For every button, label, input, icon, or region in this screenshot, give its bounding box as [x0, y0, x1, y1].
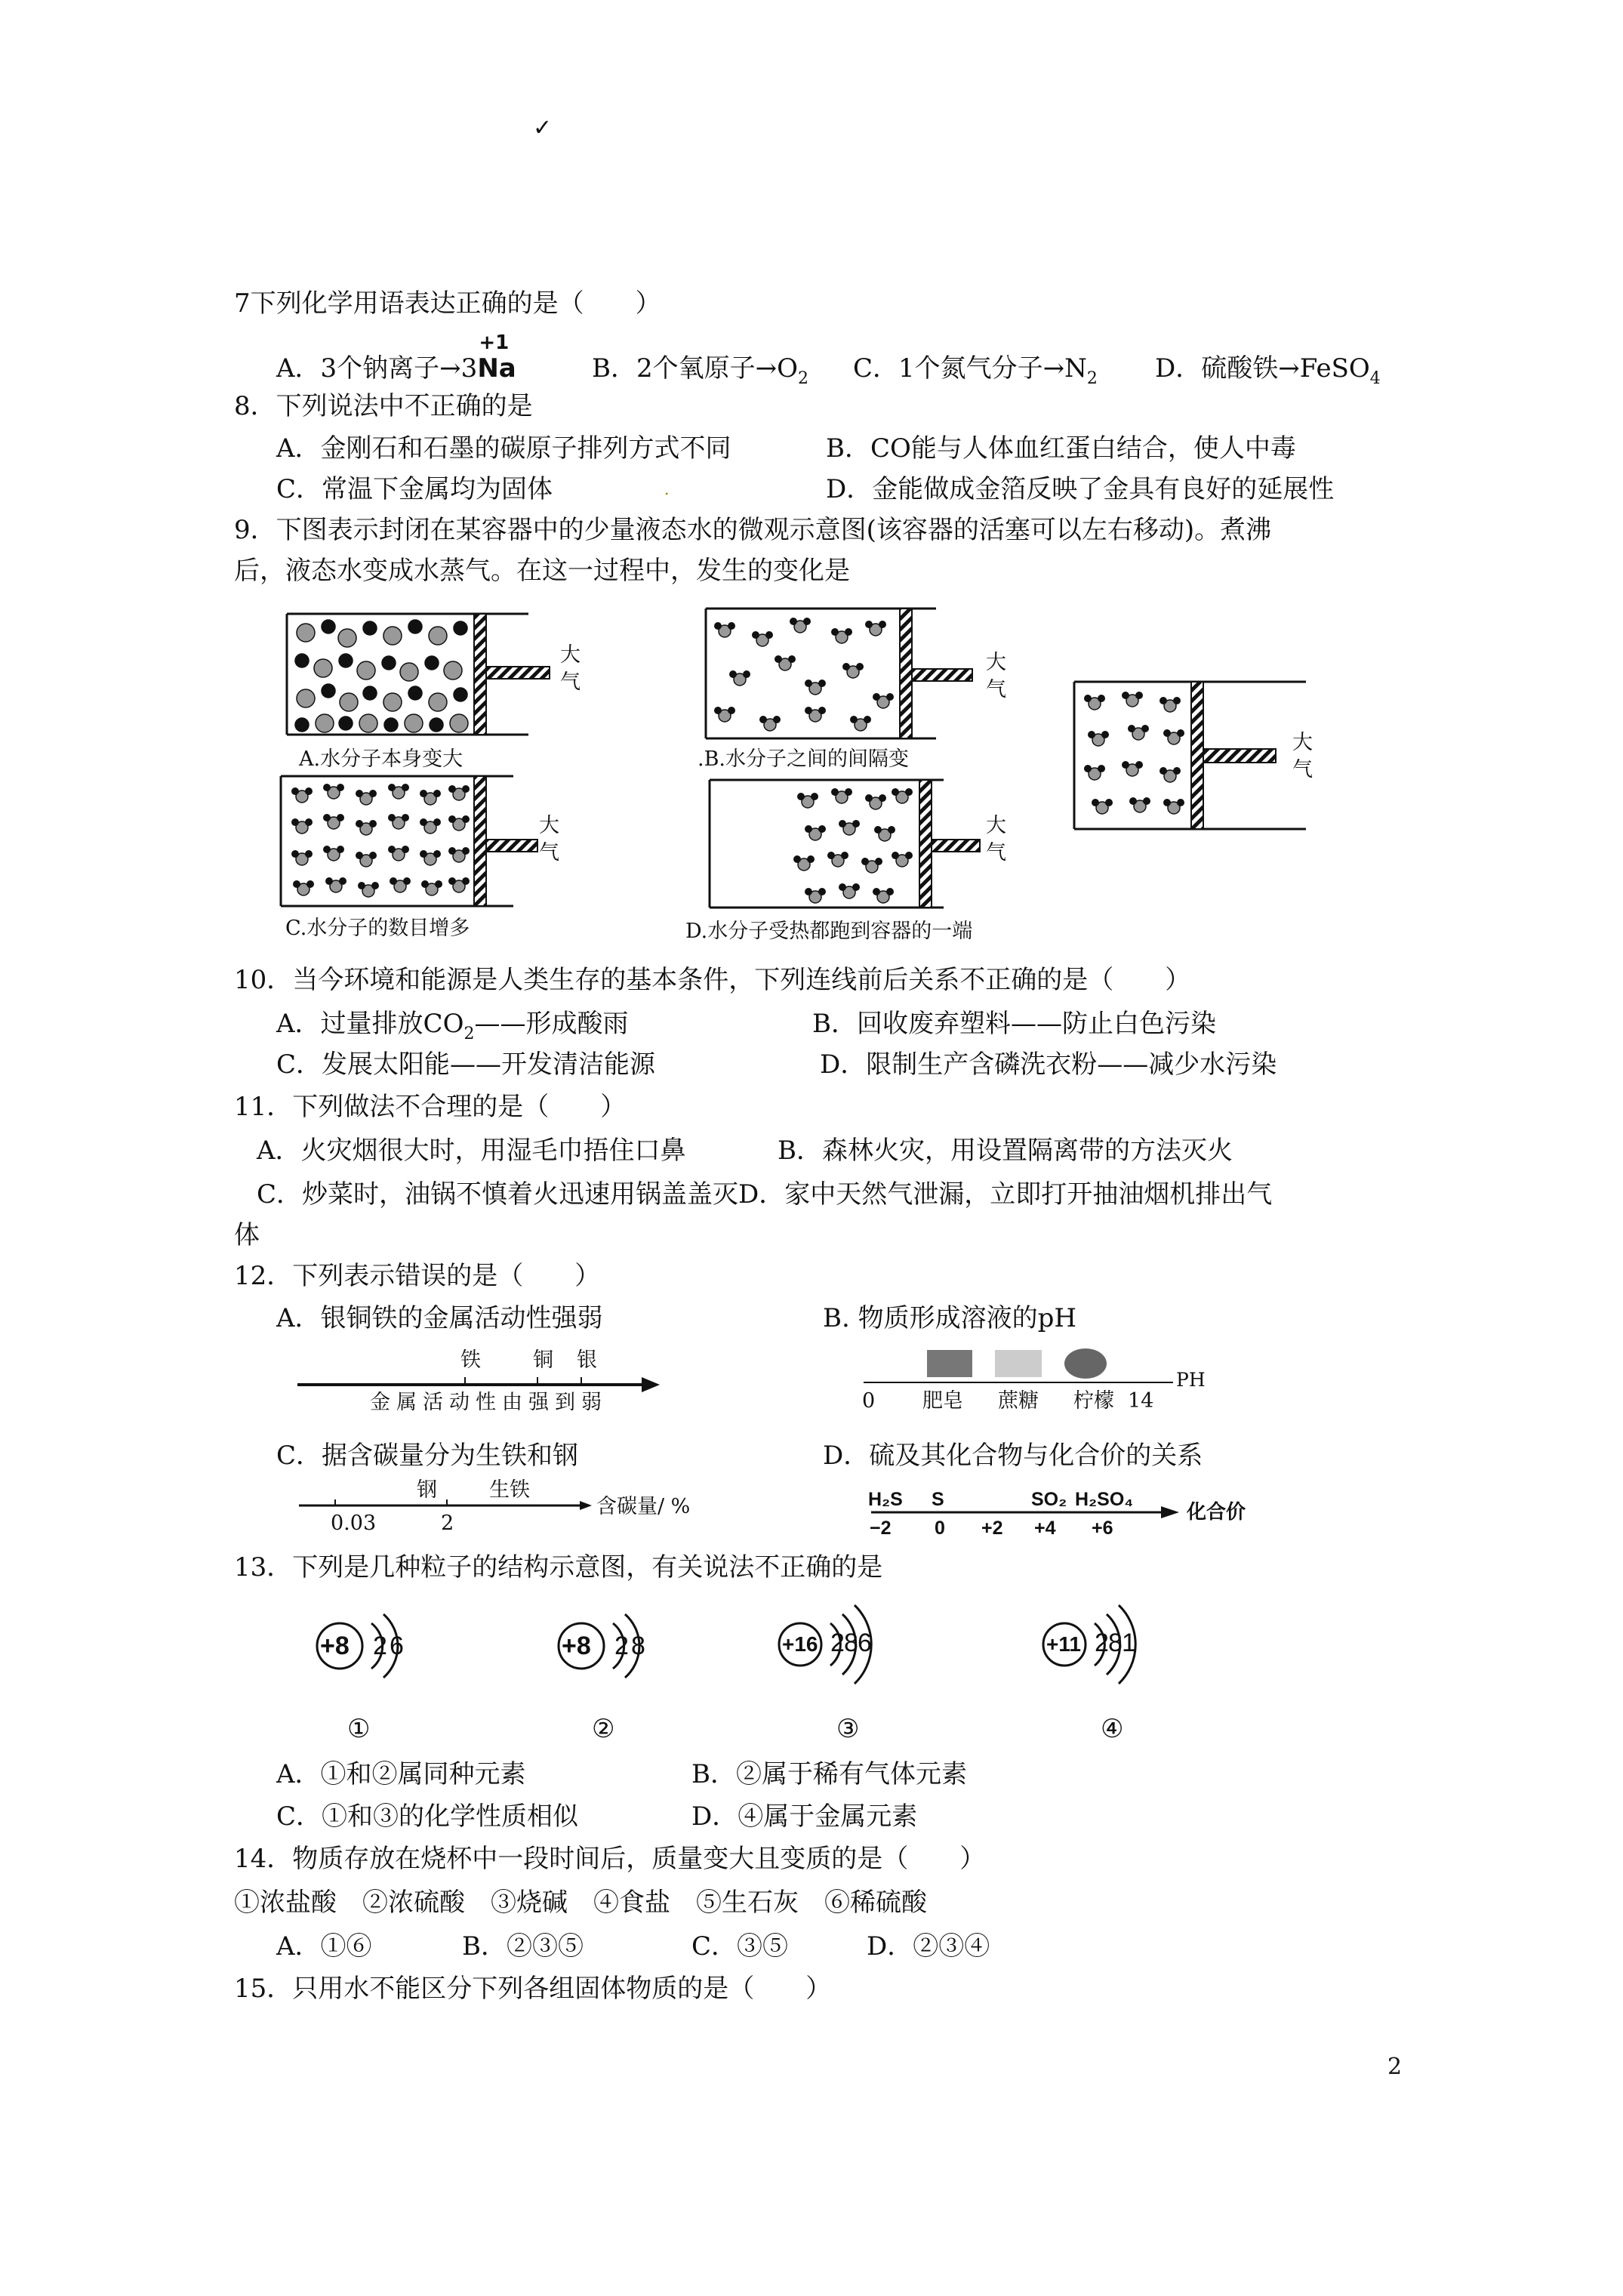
q11-option-a: A．火灾烟很大时，用湿毛巾捂住口鼻 — [257, 1136, 686, 1166]
q7-option-c: C．1个氮气分子$\to N_2$ — [853, 353, 1098, 388]
q12d-val-p2: +2 — [981, 1518, 1003, 1539]
atom1-label: ① — [347, 1714, 371, 1744]
piston-figure — [272, 604, 1336, 951]
page-number: 2 — [1387, 2054, 1403, 2080]
atom2-nucleus: +8 — [562, 1632, 591, 1660]
q12b-soap: 肥皂 — [922, 1389, 963, 1413]
q12d-s: S — [932, 1489, 944, 1510]
q7-stem: 7下列化学用语表达正确的是（ ） — [234, 288, 661, 319]
panel-right — [1074, 682, 1306, 829]
atom1-shell1: 2 — [373, 1632, 387, 1660]
q7-charge: +1 — [479, 331, 510, 354]
q12c-label-steel: 钢 — [417, 1478, 437, 1502]
q12b-tick-14: 14 — [1128, 1389, 1154, 1413]
panel-c — [281, 776, 537, 906]
q10-option-d: D．限制生产含磷洗衣粉——减少水污染 — [820, 1049, 1277, 1080]
atm-label-b-1: 大 — [986, 651, 1006, 674]
q12d-val-p6: +6 — [1092, 1518, 1113, 1539]
lemon-sample — [1064, 1348, 1107, 1379]
atm-label-b-2: 气 — [986, 678, 1006, 701]
q8-option-c: C．常温下金属均为固体 — [276, 474, 553, 504]
q12-option-c: C．据含碳量分为生铁和钢 — [276, 1441, 579, 1471]
atom4-shell3: 1 — [1122, 1629, 1136, 1657]
q13-stem: 13．下列是几种粒子的结构示意图，有关说法不正确的是 — [234, 1552, 883, 1583]
panel-b — [706, 609, 972, 738]
q14-option-d: D．②③④ — [867, 1931, 990, 1962]
caption-c: C.水分子的数目增多 — [285, 917, 470, 940]
panel-d — [710, 780, 980, 908]
atm-label-a-1: 大 — [560, 643, 581, 667]
q13-option-d: D．④属于金属元素 — [691, 1801, 918, 1832]
q13-option-c: C．①和③的化学性质相似 — [276, 1801, 579, 1832]
q12c-axis — [296, 1498, 598, 1513]
q7-option-b: B．2个氧原子$\to O_2$ — [592, 353, 808, 388]
atom3-nucleus: +16 — [782, 1632, 818, 1656]
q8-option-b: B．CO能与人体血红蛋白结合，使人中毒 — [826, 433, 1296, 464]
atm-label-a-2: 气 — [560, 670, 581, 694]
atom2-label: ② — [592, 1714, 615, 1744]
q12b-ph-axis — [861, 1377, 1178, 1388]
q8-stem: 8．下列说法中不正确的是 — [234, 391, 533, 421]
atom3-shell1: 2 — [830, 1629, 845, 1657]
atom4-label: ④ — [1101, 1714, 1124, 1744]
atom4-shell1: 2 — [1095, 1629, 1109, 1657]
q10-option-b: B．回收废弃塑料——防止白色污染 — [812, 1009, 1216, 1039]
q12d-val-m2: −2 — [870, 1518, 892, 1539]
q15-stem: 15．只用水不能区分下列各组固体物质的是（ ） — [234, 1974, 832, 2004]
atm-label-r-1: 大 — [1292, 731, 1313, 754]
q12c-tick-003: 0.03 — [331, 1512, 377, 1535]
q10-option-a: A．过量排放$CO_2——$形成酸雨 — [276, 1009, 629, 1043]
atm-label-r-2: 气 — [1292, 758, 1313, 781]
q14-option-c: C．③⑤ — [691, 1931, 789, 1962]
sugar-sample — [995, 1350, 1042, 1377]
caption-a: A.水分子本身变大 — [299, 747, 463, 771]
q12-option-a: A．银铜铁的金属活动性强弱 — [276, 1303, 603, 1333]
q13-option-a: A．①和②属同种元素 — [276, 1759, 526, 1789]
atom2-shell1: 2 — [614, 1632, 629, 1660]
q12d-axis — [868, 1504, 1185, 1521]
caption-b: .B.水分子之间的间隔变 — [698, 747, 910, 771]
q12-option-b: B. 物质形成溶液的pH — [823, 1303, 1077, 1333]
q12-option-d: D．硫及其化合物与化合价的关系 — [823, 1441, 1203, 1471]
atom3-shell3: 6 — [858, 1629, 872, 1657]
q12a-label-ag: 银 — [577, 1348, 597, 1372]
q12d-val-0: 0 — [935, 1518, 945, 1539]
atom1-shell2: 6 — [390, 1632, 404, 1660]
caption-d: D.水分子受热都跑到容器的一端 — [685, 920, 973, 943]
q12b-sugar: 蔗糖 — [998, 1389, 1039, 1413]
q12c-tick-2: 2 — [441, 1512, 454, 1535]
q12d-so2: SO₂ — [1031, 1489, 1067, 1510]
q14-option-b: B．②③⑤ — [462, 1931, 584, 1962]
atom2-shell2: 8 — [631, 1632, 645, 1660]
q11-option-b: B．森林火灾，用设置隔离带的方法灭火 — [778, 1136, 1233, 1166]
atom3-shell2: 8 — [844, 1629, 858, 1657]
q12b-unit: PH — [1176, 1369, 1206, 1391]
q14-stem: 14．物质存放在烧杯中一段时间后，质量变大且变质的是（ ） — [234, 1844, 986, 1874]
q10-option-c: C．发展太阳能——开发清洁能源 — [276, 1049, 656, 1080]
checkmark: ✓ — [533, 115, 553, 141]
q10-stem: 10．当今环境和能源是人类生存的基本条件，下列连线前后关系不正确的是（ ） — [234, 965, 1191, 995]
soap-sample — [927, 1350, 972, 1377]
atom1-nucleus: +8 — [320, 1632, 350, 1660]
q9-stem-line1: 9．下图表示封闭在某容器中的少量液态水的微观示意图(该容器的活塞可以左右移动)。煮沸 — [234, 515, 1272, 545]
q11-option-d-cont: 体 — [234, 1220, 260, 1250]
atm-label-d-1: 大 — [986, 814, 1006, 837]
q13-option-b: B．②属于稀有气体元素 — [691, 1759, 967, 1789]
q12d-h2so4: H₂SO₄ — [1075, 1489, 1134, 1510]
q12d-h2s: H₂S — [868, 1489, 903, 1510]
atm-label-c-2: 气 — [539, 841, 559, 864]
q7-option-a: A．3个钠离子→3 +1 Na — [276, 353, 516, 384]
q12c-label-iron: 生铁 — [489, 1478, 530, 1502]
q12a-axis-label: 金属活动性由强到弱 — [370, 1391, 608, 1414]
q12-stem: 12．下列表示错误的是（ ） — [234, 1261, 601, 1291]
q12a-label-cu: 铜 — [533, 1348, 553, 1372]
q8-option-d: D．金能做成金箔反映了金具有良好的延展性 — [826, 474, 1335, 504]
q14-items: ①浓盐酸 ②浓硫酸 ③烧碱 ④食盐 ⑤生石灰 ⑥稀硫酸 — [234, 1888, 927, 1918]
q7-option-d: D．硫酸铁→FeSO$_4$ — [1155, 353, 1381, 388]
q12d-unit: 化合价 — [1187, 1500, 1246, 1523]
q12c-unit: 含碳量/ % — [596, 1495, 691, 1518]
q12b-tick-0: 0 — [862, 1389, 876, 1413]
q11-stem: 11．下列做法不合理的是（ ） — [234, 1092, 627, 1122]
atm-label-d-2: 气 — [986, 841, 1006, 864]
stray-dot: . — [664, 480, 670, 498]
atm-label-c-1: 大 — [539, 814, 559, 837]
q12a-label-fe: 铁 — [460, 1348, 481, 1372]
atom4-shell2: 8 — [1108, 1629, 1123, 1657]
panel-a — [287, 614, 550, 735]
q9-stem-line2: 后，液态水变成水蒸气。在这一过程中，发生的变化是 — [234, 556, 850, 586]
q8-option-a: A．金刚石和石墨的碳原子排列方式不同 — [276, 433, 731, 464]
atom3-label: ③ — [836, 1714, 860, 1744]
q12b-lemon: 柠檬 — [1073, 1389, 1114, 1413]
q12d-val-p4: +4 — [1034, 1518, 1056, 1539]
atom4-nucleus: +11 — [1046, 1632, 1081, 1656]
q14-option-a: A．①⑥ — [276, 1931, 372, 1962]
q11-option-c-d: C．炒菜时，油锅不慎着火迅速用锅盖盖灭D．家中天然气泄漏，立即打开抽油烟机排出气 — [257, 1179, 1273, 1210]
